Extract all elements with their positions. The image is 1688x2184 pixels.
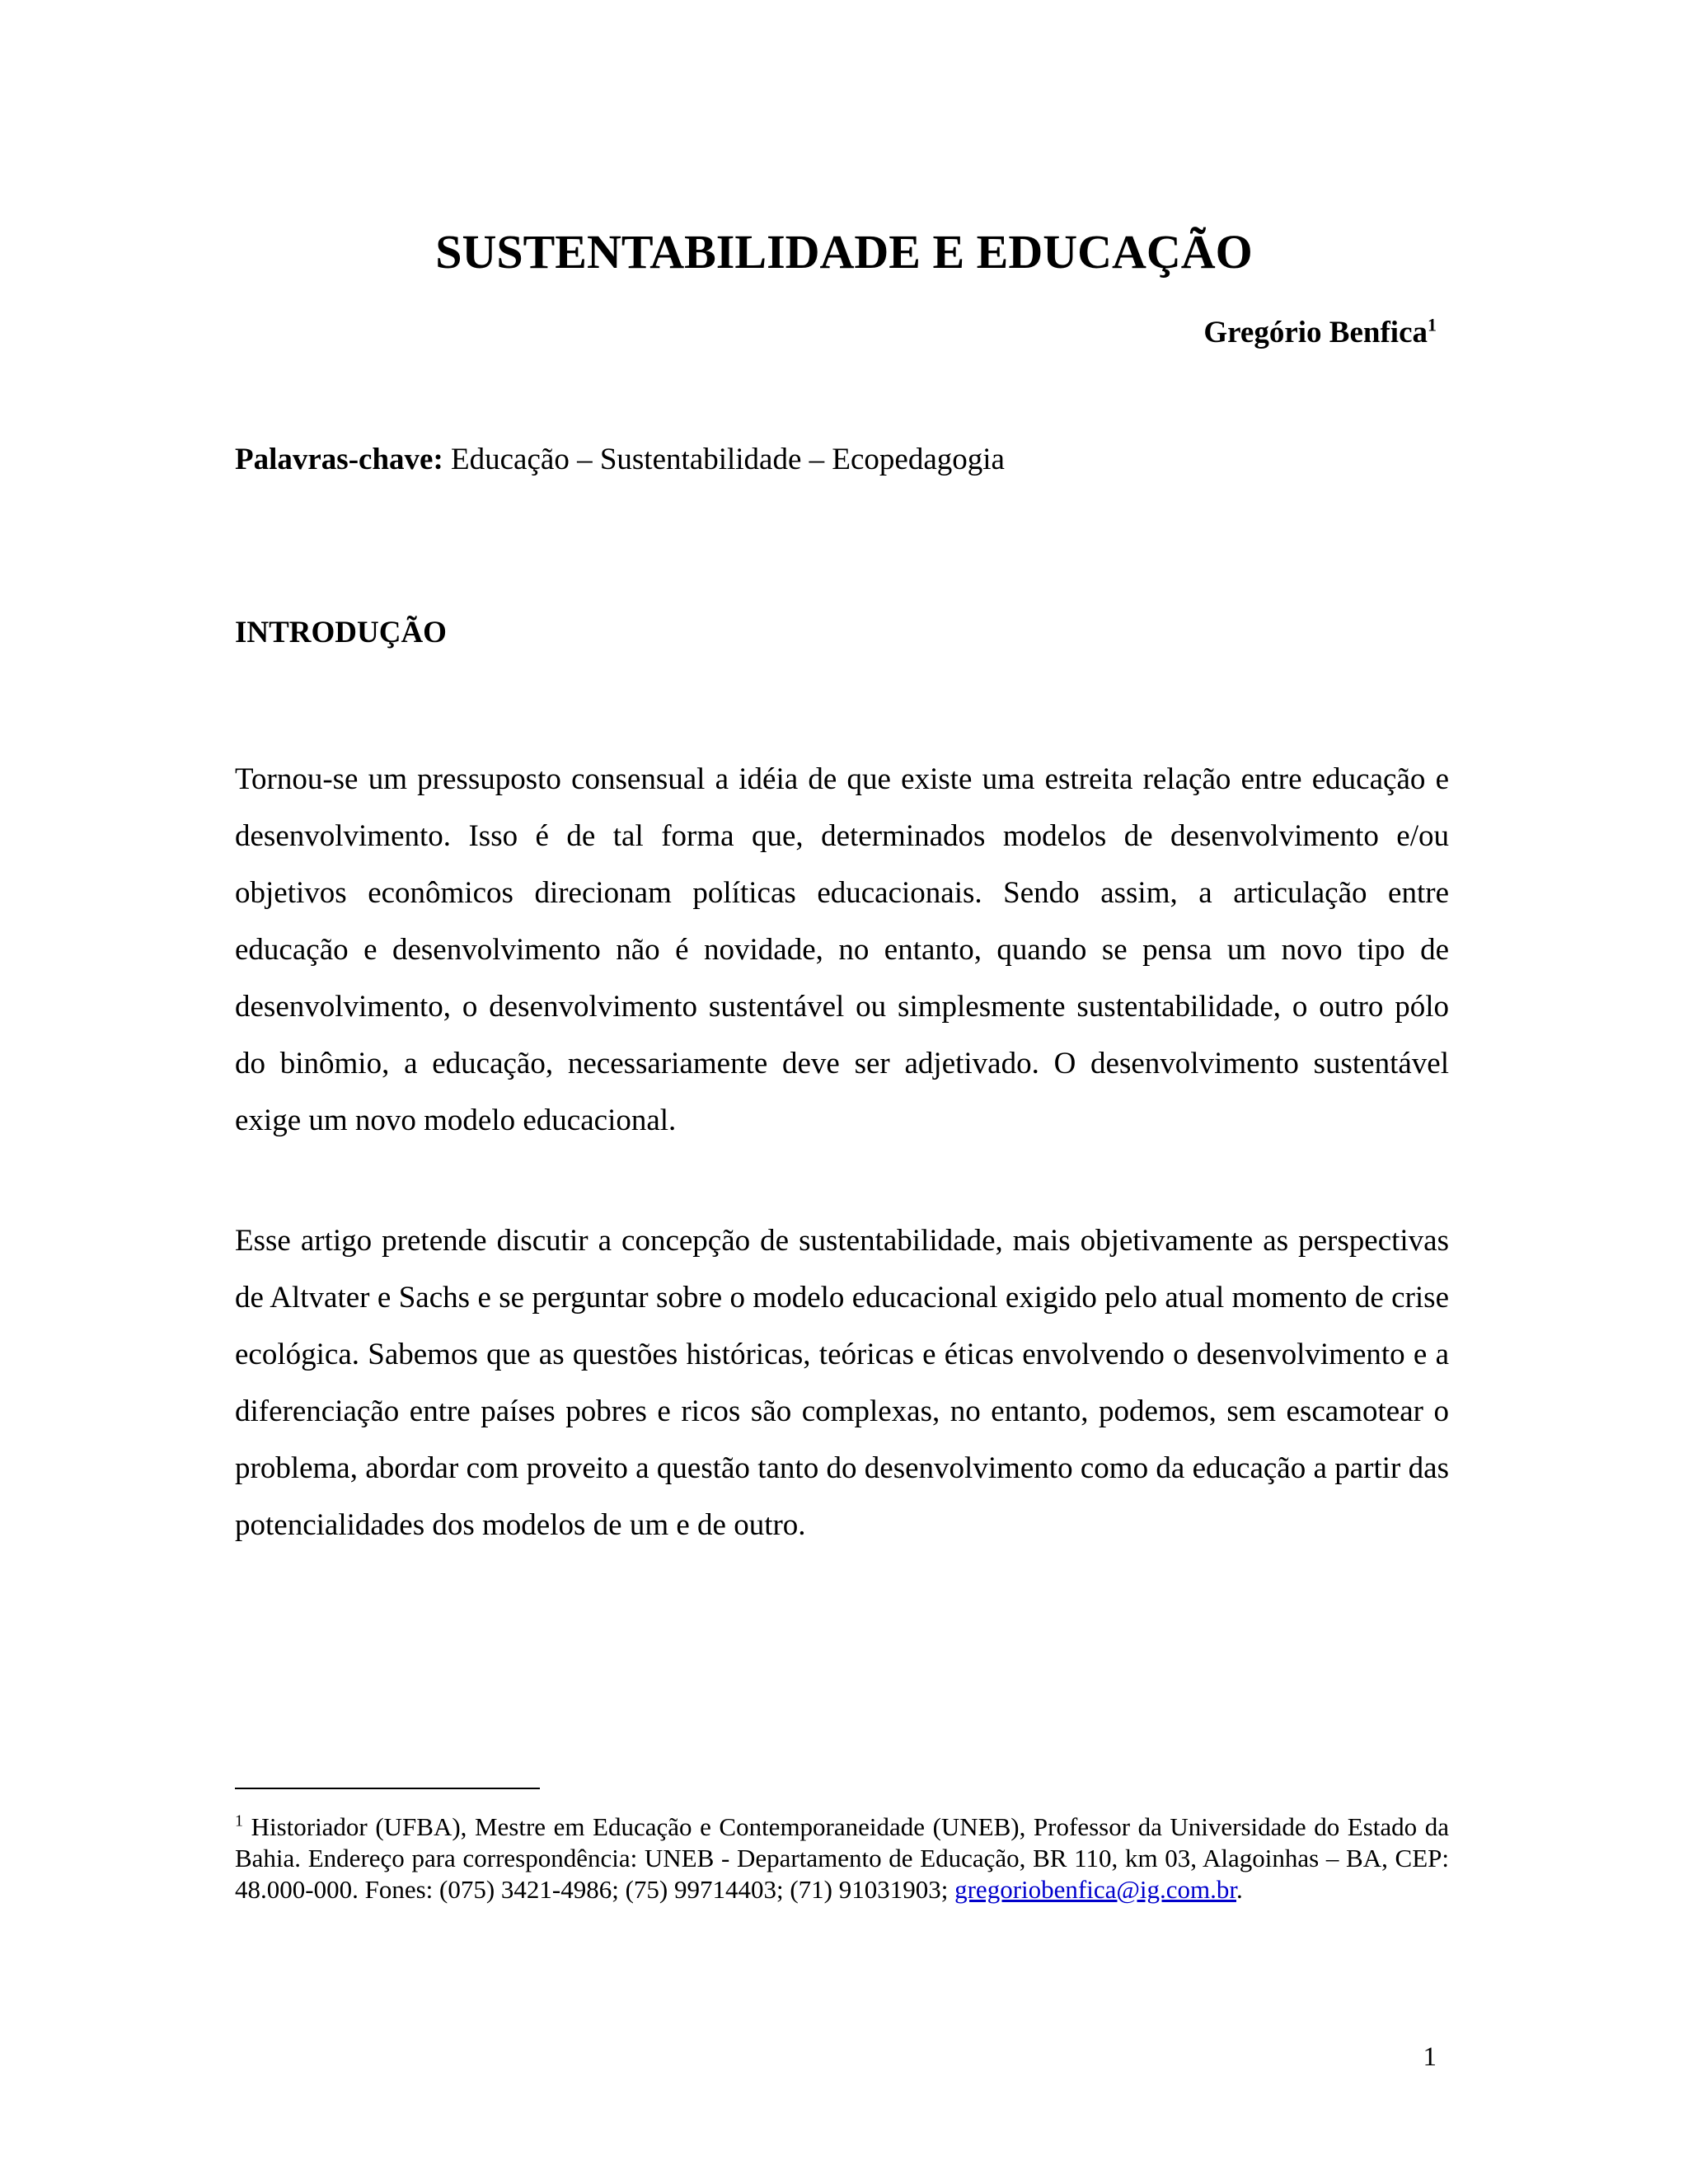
footnote-marker: 1 [235, 1811, 243, 1830]
keywords-line [235, 442, 1005, 477]
footnote [235, 1811, 1449, 1905]
author-footnote-marker: 1 [1428, 314, 1437, 335]
section-heading: INTRODUÇÃO [235, 616, 447, 649]
author-line [1203, 315, 1437, 350]
document-title: SUSTENTABILIDADE E EDUCAÇÃO [435, 225, 1253, 279]
keywords-label: Palavras-chave: [235, 443, 443, 476]
footnote-text: Historiador (UFBA), Mestre em Educação e Contemporaneidade (UNEB), Professor da Universidade do Estado da Bahia. Endereço para correspondência: UNEB - Departamento de Educação, BR 110, km 03, Alagoinhas – BA, CEP: 48.000-000. Fones: (075) 3421-4986; (75) 99714403; (71) 91031903; [235, 1812, 1450, 1904]
body-paragraph-1: Tornou-se um pressuposto consensual a idéia de que existe uma estreita relação entre educação e desenvolvimento. Isso é de tal forma que, determinados modelos de desenvolvimento e/ou objetivos econômicos direcionam políticas educacionais. Sendo assim, a articulação entre educação e desenvolvimento não é novidade, no entanto, quando se pensa um novo tipo de desenvolvimento, o desenvolvimento sustentável ou simplesmente sustentabilidade, o outro pólo do binômio, a educação, necessariamente deve ser adjetivado. O desenvolvimento sustentável exige um novo modelo educacional. [235, 762, 1449, 1137]
body-paragraph-2: Esse artigo pretende discutir a concepção de sustentabilidade, mais objetivamente as perspectivas de Altvater e Sachs e se perguntar sobre o modelo educacional exigido pelo atual momento de crise ecológica. Sabemos que as questões históricas, teóricas e éticas envolvendo o desenvolvimento e a diferenciação entre países pobres e ricos são complexas, no entanto, podemos, sem escamotear o problema, abordar com proveito a questão tanto do desenvolvimento como da educação a partir das potencialidades dos modelos de um e de outro. [235, 1224, 1449, 1542]
page-number: 1 [1423, 2042, 1437, 2072]
keywords-value: Educação – Sustentabilidade – Ecopedagogia [451, 443, 1005, 476]
author-name: Gregório Benfica [1203, 316, 1428, 349]
footnote-end: . [1236, 1875, 1243, 1904]
footnote-divider [235, 1788, 540, 1789]
footnote-email-link[interactable]: gregoriobenfica@ig.com.br [954, 1875, 1236, 1904]
